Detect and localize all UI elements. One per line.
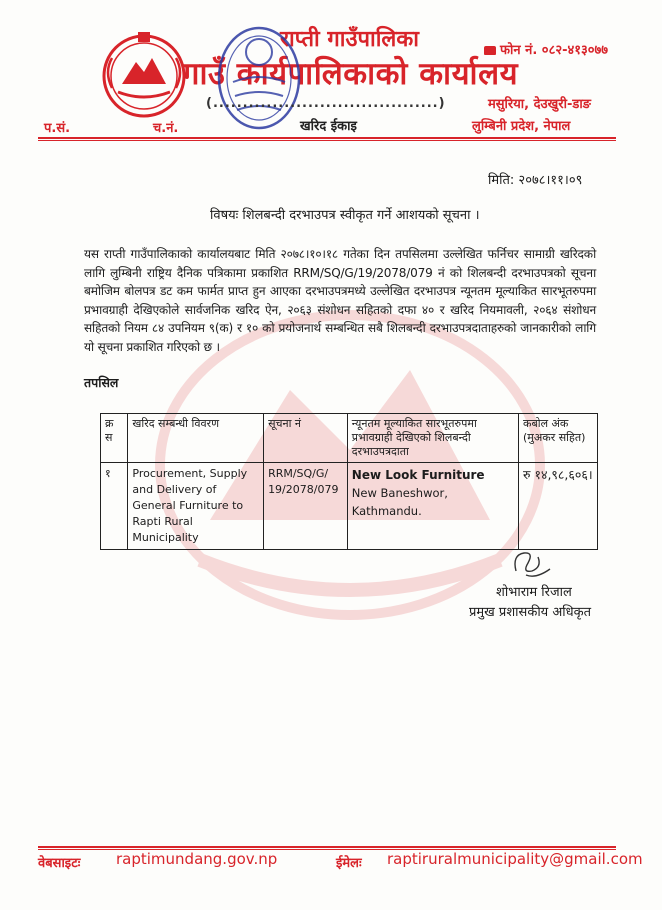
nepal-emblem-icon: [98, 28, 190, 120]
header-description: खरिद सम्बन्धी विवरण: [128, 414, 264, 463]
org-name-line2: गाउँ कार्यपालिकाको कार्यालय: [182, 56, 519, 92]
header-sn: क्र स: [101, 414, 128, 463]
cell-sn: १: [101, 463, 128, 550]
footer-divider: [38, 846, 616, 848]
bidder-name: New Look Furniture: [351, 468, 485, 482]
website-link[interactable]: raptimundang.gov.np: [116, 850, 278, 868]
table-row: [101, 463, 598, 550]
address-line2: लुम्बिनी प्रदेश, नेपाल: [472, 119, 571, 134]
header-divider-thin: [38, 140, 616, 141]
header-divider: [38, 137, 616, 139]
header-amount: कबोल अंक (मुअकर सहित): [519, 414, 598, 463]
unit-name: खरिद ईकाइ: [300, 119, 357, 134]
header-bidder: न्यूनतम मूल्याकित सारभूतरुपमा प्रभावग्राही देखिएको शिलबन्दी दरभाउपत्रदाता: [347, 414, 518, 463]
org-name-line1: राप्ती गाउँपालिका: [280, 27, 419, 52]
patra-sankhya-label: प.सं.: [44, 121, 71, 136]
dotted-placeholder: (......................................): [206, 96, 446, 111]
header-notice-no: सूचना नं: [264, 414, 348, 463]
signatory-title: प्रमुख प्रशासकीय अधिकृत: [469, 605, 592, 620]
signature-icon: [508, 545, 554, 581]
schedule-label: तपसिल: [84, 375, 119, 390]
cell-notice-no: RRM/SQ/G/ 19/2078/079: [264, 463, 348, 550]
award-table: [100, 413, 598, 550]
notice-subject: विषयः शिलबन्दी दरभाउपत्र स्वीकृत गर्ने आशयको सूचना ।: [210, 208, 480, 223]
notice-body: यस राप्ती गाउँपालिकाको कार्यालयबाट मिति २०७८।१०।१८ गतेका दिन तपसिलमा उल्लेखित फर्निचर सामाग्री खरिदको लागि लुम्बिनी राष्ट्रिय दैनिक पत्रिकामा प्रकाशित RRM/SQ/G/19/2078/079 नं को शिलबन्दी दरभाउपत्रको सूचना बमोजिम बोलपत्र डट कम फार्मत प्राप्त हुन आएका दरभाउपत्रमध्ये उल्लेखित दरभाउपत्र न्यूनतम मूल्याकित सारभूतरुपमा प्रभावग्राही देखिएकोले सार्वजनिक खरिद ऐन, २०६३ संशोधन सहितको दफा ४० र खरिद नियमावली, २०६४ संशोधन सहितको नियम ८४ उपनियम ९(क) र १० को प्रयोजनार्थ सम्बन्धित सबै शिलबन्दी दरभाउपत्रदाताहरुको जानकारीको लागि यो सूचना प्रकाशित गरिएको छ ।: [84, 247, 596, 354]
chalani-number-label: च.नं.: [153, 121, 179, 136]
email-link[interactable]: raptiruralmunicipality@gmail.com: [387, 850, 643, 868]
cell-amount: रु १४,९८,६०६।: [519, 463, 598, 550]
cell-bidder: [347, 463, 518, 550]
office-stamp-icon: [213, 22, 305, 134]
signatory-name: शोभाराम रिजाल: [496, 585, 572, 600]
email-label: ईमेलः: [336, 856, 362, 871]
notice-date: मिति: २०७८।११।०९: [488, 173, 583, 188]
phone-number: [484, 40, 608, 58]
table-header-row: [101, 414, 598, 463]
bidder-address: New Baneshwor, Kathmandu.: [351, 486, 448, 518]
website-label: वेबसाइटः: [38, 856, 81, 871]
phone-icon: [484, 46, 496, 55]
address-line1: मसुरिया, देउखुरी-डाङ: [488, 97, 591, 112]
cell-description: Procurement, Supply and Delivery of General Furniture to Rapti Rural Municipality: [128, 463, 264, 550]
phone-text: फोन नं. ०८२-४१३०७७: [500, 43, 609, 58]
